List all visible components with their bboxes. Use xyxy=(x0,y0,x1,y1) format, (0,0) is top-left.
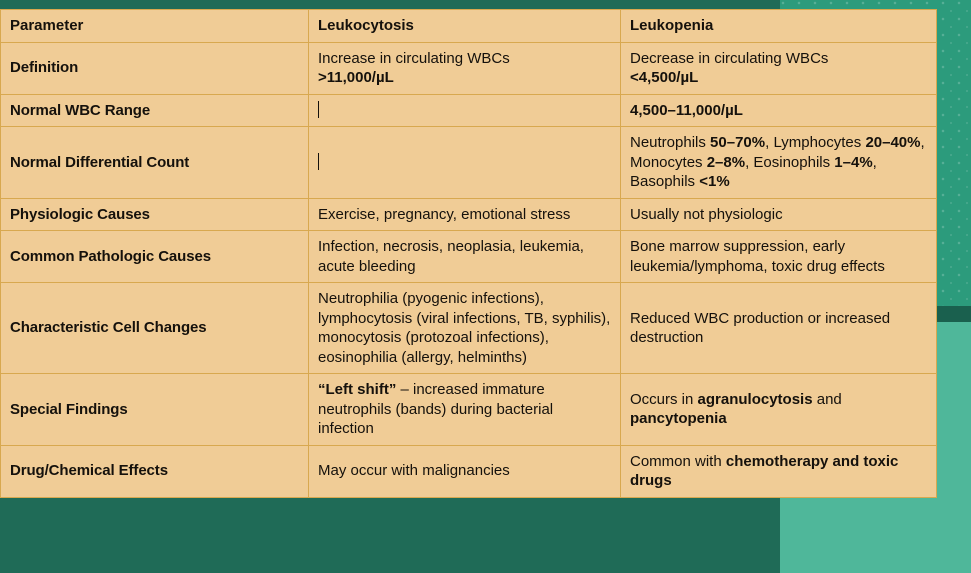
column-header-1: Parameter xyxy=(1,10,309,43)
cell-leukocytosis xyxy=(309,127,621,199)
cell-leukocytosis: Increase in circulating WBCs >11,000/µL xyxy=(309,42,621,94)
cell-leukopenia: Occurs in agranulocytosis and pancytopenia xyxy=(621,374,937,446)
row-label: Characteristic Cell Changes xyxy=(1,283,309,374)
table-row xyxy=(1,374,937,446)
comparison-table-container xyxy=(0,9,936,498)
cell-leukopenia: 4,500–11,000/µL xyxy=(621,94,937,127)
table-row xyxy=(1,198,937,231)
table-row xyxy=(1,94,937,127)
cell-leukopenia: Neutrophils 50–70%, Lymphocytes 20–40%, Monocytes 2–8%, Eosinophils 1–4%, Basophils <1% xyxy=(621,127,937,199)
cell-leukopenia: Decrease in circulating WBCs <4,500/µL xyxy=(621,42,937,94)
comparison-table xyxy=(0,9,937,498)
row-label: Common Pathologic Causes xyxy=(1,231,309,283)
column-header-2: Leukocytosis xyxy=(309,10,621,43)
table-row xyxy=(1,127,937,199)
row-label: Physiologic Causes xyxy=(1,198,309,231)
cell-leukocytosis xyxy=(309,94,621,127)
table-row xyxy=(1,42,937,94)
cell-leukopenia: Usually not physiologic xyxy=(621,198,937,231)
bottom-accent-band xyxy=(0,552,780,573)
cell-leukopenia: Bone marrow suppression, early leukemia/lymphoma, toxic drug effects xyxy=(621,231,937,283)
row-label: Special Findings xyxy=(1,374,309,446)
cell-leukocytosis: “Left shift” – increased immature neutrophils (bands) during bacterial infection xyxy=(309,374,621,446)
row-label: Normal Differential Count xyxy=(1,127,309,199)
cell-leukocytosis: Exercise, pregnancy, emotional stress xyxy=(309,198,621,231)
row-label: Drug/Chemical Effects xyxy=(1,445,309,497)
row-label: Definition xyxy=(1,42,309,94)
column-header-3: Leukopenia xyxy=(621,10,937,43)
cell-leukocytosis: Infection, necrosis, neoplasia, leukemia, acute bleeding xyxy=(309,231,621,283)
table-row xyxy=(1,231,937,283)
cell-leukocytosis: May occur with malignancies xyxy=(309,445,621,497)
table-body xyxy=(1,10,937,498)
cell-leukopenia: Common with chemotherapy and toxic drugs xyxy=(621,445,937,497)
table-row xyxy=(1,283,937,374)
cell-leukocytosis: Neutrophilia (pyogenic infections), lymphocytosis (viral infections, TB, syphilis), monocytosis (protozoal infections), eosinophilia (allergy, helminths) xyxy=(309,283,621,374)
text-caret xyxy=(318,153,319,170)
table-row xyxy=(1,445,937,497)
cell-leukopenia: Reduced WBC production or increased destruction xyxy=(621,283,937,374)
row-label: Normal WBC Range xyxy=(1,94,309,127)
table-header-row xyxy=(1,10,937,43)
text-caret xyxy=(318,101,319,118)
